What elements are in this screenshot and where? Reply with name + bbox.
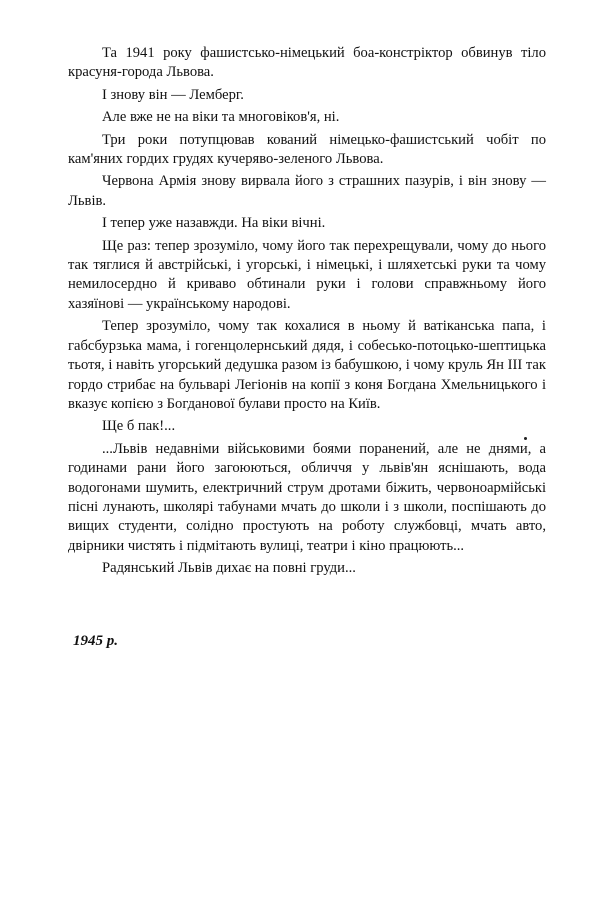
paragraph-7: Ще раз: тепер зрозуміло, чому його так перехрещували, чому до нього так тяглися й австрійські, і угорські, і німецькі, і шляхетські руки та чому немилосердно й криваво обтинали руки і голови справжньому його хазяїнові — українському народові. [68, 237, 546, 312]
paragraph-5: Червона Армія знову вирвала його з страшних пазурів, і він знову — Львів. [68, 173, 546, 209]
print-speck [524, 437, 527, 440]
paragraph-1: Та 1941 року фашистсько-німецький боа-констріктор обвинув тіло красуня-города Львова. [68, 45, 546, 81]
paragraph-10: ...Львів недавніми військовими боями поранений, але не днями, а годинами рани його загоюються, обличчя у львів'ян яснішають, вода водогонами шумить, електричний струм дротами біжить, червоноармійські пісні лунають, школярі табунами мчать до школи і з школи, поспішають до вищих студенти, солідно простують на роботу службовці, мчать авто, двірники чистять і підмітають вулиці, театри і кіно працюють... [68, 440, 546, 554]
paragraph-4: Три роки потупцював кований німецько-фашистський чобіт по кам'яних гордих грудях кучеряво-зеленого Львова. [68, 131, 546, 168]
paragraph-2: І знову він — Лемберг. [102, 86, 244, 103]
paragraph-6: І тепер уже назавжди. На віки вічні. [102, 215, 326, 232]
paragraph-8: Тепер зрозуміло, чому так кохалися в ньому й ватіканська папа, і габсбурзька мама, і гогенцолернський дядя, і собесько-потоцько-шептицька тьотя, і навіть угорський дедушка разом із бабушкою, і чому круль Ян III так гордо стрибає на бульварі Легіонів на копії з коня Богдана Хмельницького і вказує копією з Богданової булави просто на Київ. [68, 318, 546, 412]
date-signature: 1945 р. [73, 633, 118, 649]
paragraph-3: Але вже не на віки та многовіков'я, ні. [102, 109, 340, 126]
paragraph-11: Радянський Львів дихає на повні груди... [102, 560, 356, 577]
essay-text [68, 44, 546, 582]
paragraph-9: Ще б пак!... [102, 418, 176, 435]
